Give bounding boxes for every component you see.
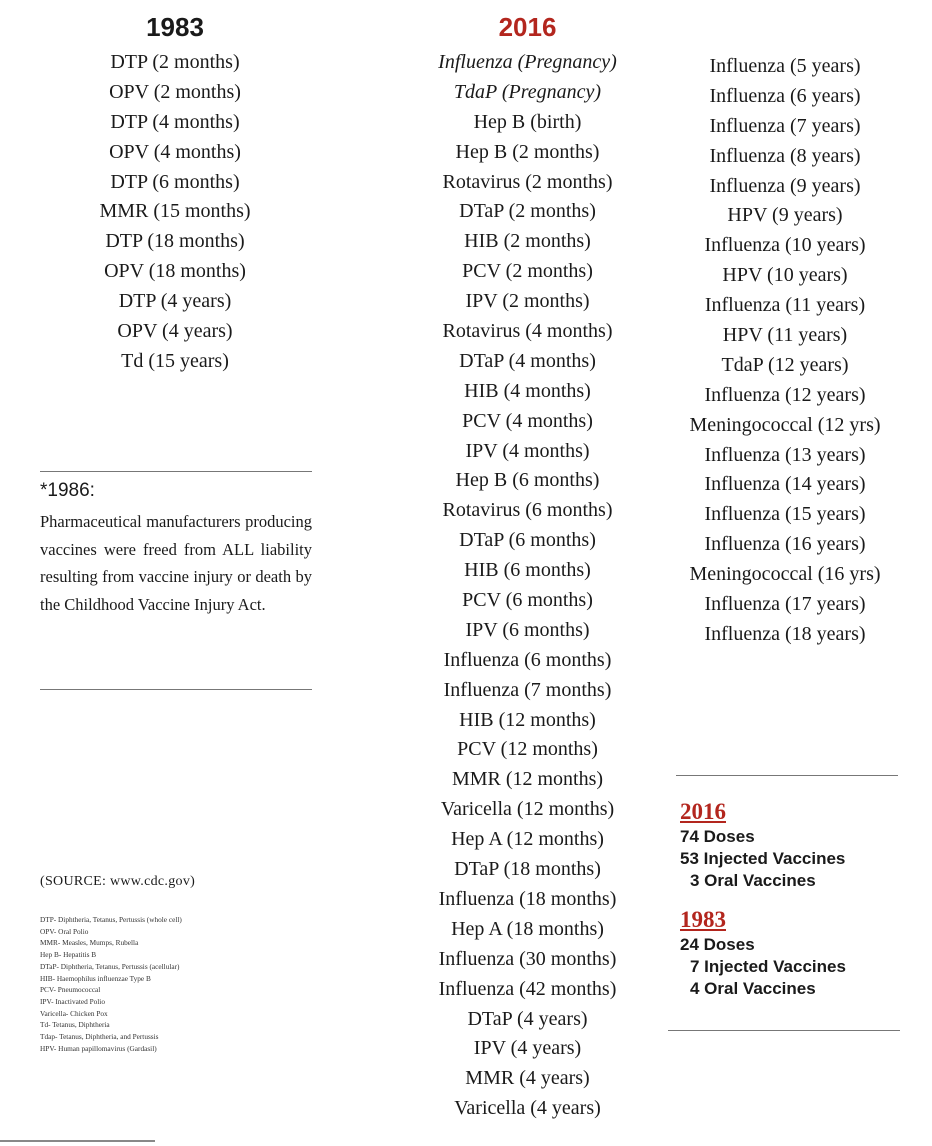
vaccine-item: Influenza (7 months): [443, 678, 612, 701]
vaccine-item: MMR (15 months): [99, 200, 251, 223]
vaccine-item: Influenza (42 months): [438, 977, 617, 1000]
vaccine-item: Meningococcal (16 yrs): [689, 563, 881, 586]
vaccine-item: HPV (11 years): [722, 324, 848, 347]
vaccine-item: TdaP (12 years): [721, 353, 849, 376]
vaccine-item: Influenza (7 years): [709, 114, 861, 137]
vaccine-item: Influenza (Pregnancy): [438, 51, 617, 73]
vaccine-item: Hep B (6 months): [455, 469, 600, 492]
note-top-divider: [40, 471, 312, 472]
vaccine-item: Rotavirus (2 months): [442, 170, 613, 193]
vaccine-item: Influenza (18 years): [704, 622, 866, 645]
vaccine-item: DTP (6 months): [110, 170, 240, 193]
vaccine-item: DTP (4 months): [110, 110, 240, 133]
vaccine-item: DTaP (2 months): [459, 200, 596, 223]
corner-divider: [0, 1140, 155, 1142]
vaccine-item: HIB (4 months): [464, 379, 591, 402]
vaccine-item: Influenza (30 months): [438, 947, 617, 970]
vaccine-item: DTP (18 months): [105, 230, 245, 253]
vaccine-item: PCV (2 months): [462, 260, 593, 283]
vaccine-item: Influenza (10 years): [704, 234, 866, 257]
vaccine-item: Hep A (12 months): [451, 828, 604, 851]
legend-entry: OPV- Oral Polio: [40, 926, 89, 936]
vaccine-item: HPV (9 years): [727, 204, 843, 227]
legend-entry: DTaP- Diphtheria, Tetanus, Pertussis (acellular): [40, 961, 180, 971]
vaccine-item: Influenza (14 years): [704, 473, 866, 496]
vaccine-item: Varicella (12 months): [440, 798, 615, 821]
legend-entry: MMR- Measles, Mumps, Rubella: [40, 938, 139, 948]
summary-2016-doses: 74 Doses: [680, 827, 755, 846]
vaccine-item: Influenza (16 years): [704, 533, 866, 556]
list-2016-b: [670, 52, 900, 650]
vaccine-item: Td (15 years): [121, 349, 229, 372]
note-bottom-divider: [40, 689, 312, 690]
legend-entry: DTP- Diphtheria, Tetanus, Pertussis (whole cell): [40, 915, 182, 924]
vaccine-item: DTaP (18 months): [454, 858, 601, 881]
vaccine-item: Influenza (12 years): [704, 383, 866, 406]
heading-1983: 1983: [146, 12, 204, 42]
legend-entry: Tdap- Tetanus, Diphtheria, and Pertussis: [40, 1032, 159, 1042]
vaccine-item: OPV (4 years): [117, 320, 233, 343]
vaccine-item: Influenza (15 years): [704, 503, 866, 526]
vaccine-item: IPV (4 months): [465, 439, 590, 462]
vaccine-item: HPV (10 years): [722, 264, 848, 287]
vaccine-item: Hep B (birth): [473, 110, 582, 133]
vaccine-item: HIB (12 months): [459, 708, 596, 731]
column-2016-b: [670, 52, 900, 650]
summary-bottom-divider: [668, 1030, 900, 1031]
vaccine-item: TdaP (Pregnancy): [453, 80, 602, 103]
vaccine-item: DTaP (4 months): [459, 349, 596, 372]
vaccine-item: HIB (6 months): [464, 559, 591, 582]
vaccine-item: PCV (6 months): [462, 589, 593, 612]
note-title: *1986:: [40, 480, 95, 501]
dose-summary: [680, 798, 910, 1000]
vaccine-item: MMR (12 months): [451, 768, 604, 791]
vaccine-item: Varicella (4 years): [454, 1097, 601, 1120]
column-2016-a: [415, 10, 640, 1124]
vaccine-item: OPV (4 months): [109, 140, 241, 163]
legend-entry: Varicella- Chicken Pox: [40, 1008, 108, 1018]
vaccine-item: IPV (4 years): [473, 1037, 582, 1060]
heading-2016: 2016: [498, 12, 557, 42]
vaccine-item: PCV (12 months): [457, 738, 598, 761]
vaccine-item: Influenza (18 months): [438, 887, 617, 910]
list-1983: [60, 48, 290, 377]
column-1983: [60, 10, 290, 377]
vaccine-item: Influenza (17 years): [704, 593, 866, 616]
summary-1983-doses: 24 Doses: [680, 935, 755, 954]
vaccine-item: OPV (18 months): [104, 260, 246, 283]
vaccine-item: PCV (4 months): [462, 409, 593, 432]
vaccine-item: MMR (4 years): [465, 1067, 590, 1090]
vaccine-item: OPV (2 months): [109, 80, 241, 103]
note-body: Pharmaceutical manufacturers producing vaccines were freed from ALL liability resulting from vaccine injury or death by the Childhood Vaccine Injury Act.: [40, 512, 312, 614]
vaccine-item: Hep A (18 months): [451, 917, 604, 940]
vaccine-item: Meningococcal (12 yrs): [689, 413, 881, 436]
vaccine-item: DTaP (4 years): [467, 1007, 588, 1030]
vaccine-item: DTP (4 years): [118, 290, 232, 313]
summary-year-2016: 2016: [680, 799, 726, 824]
vaccine-item: IPV (2 months): [465, 290, 590, 313]
vaccine-item: Rotavirus (6 months): [442, 499, 613, 522]
list-2016-a: [415, 48, 640, 1124]
source-citation: (SOURCE: www.cdc.gov): [40, 874, 196, 889]
summary-1983-injected: 7 Injected Vaccines: [690, 957, 846, 976]
legend-entry: HPV- Human papillomavirus (Gardasil): [40, 1043, 157, 1053]
legend-entry: HIB- Haemophilus influenzae Type B: [40, 973, 151, 983]
summary-year-1983: 1983: [680, 907, 726, 932]
vaccine-item: Influenza (5 years): [709, 55, 861, 77]
vaccine-item: IPV (6 months): [465, 618, 590, 641]
vaccine-item: Influenza (6 months): [443, 648, 612, 671]
vaccine-item: DTP (2 months): [110, 51, 240, 73]
vaccine-item: DTaP (6 months): [459, 529, 596, 552]
summary-1983-oral: 4 Oral Vaccines: [690, 979, 816, 998]
vaccine-item: Influenza (11 years): [704, 294, 866, 317]
vaccine-item: Influenza (9 years): [709, 174, 861, 197]
summary-2016-oral: 3 Oral Vaccines: [690, 871, 816, 890]
liability-note: [40, 480, 312, 618]
legend-entry: PCV- Pneumococcal: [40, 985, 101, 995]
vaccine-item: Hep B (2 months): [455, 140, 600, 163]
vaccine-item: Influenza (8 years): [709, 144, 861, 167]
vaccine-item: Influenza (13 years): [704, 443, 866, 466]
summary-2016-injected: 53 Injected Vaccines: [680, 849, 846, 868]
legend-entry: Td- Tetanus, Diphtheria: [40, 1020, 110, 1030]
vaccine-item: HIB (2 months): [464, 230, 591, 253]
legend-entry: IPV- Inactivated Polio: [40, 996, 105, 1006]
summary-top-divider: [676, 775, 898, 776]
abbreviation-legend: [40, 914, 310, 1054]
legend-entry: Hep B- Hepatitis B: [40, 950, 97, 960]
vaccine-item: Influenza (6 years): [709, 84, 861, 107]
vaccine-item: Rotavirus (4 months): [442, 320, 613, 343]
